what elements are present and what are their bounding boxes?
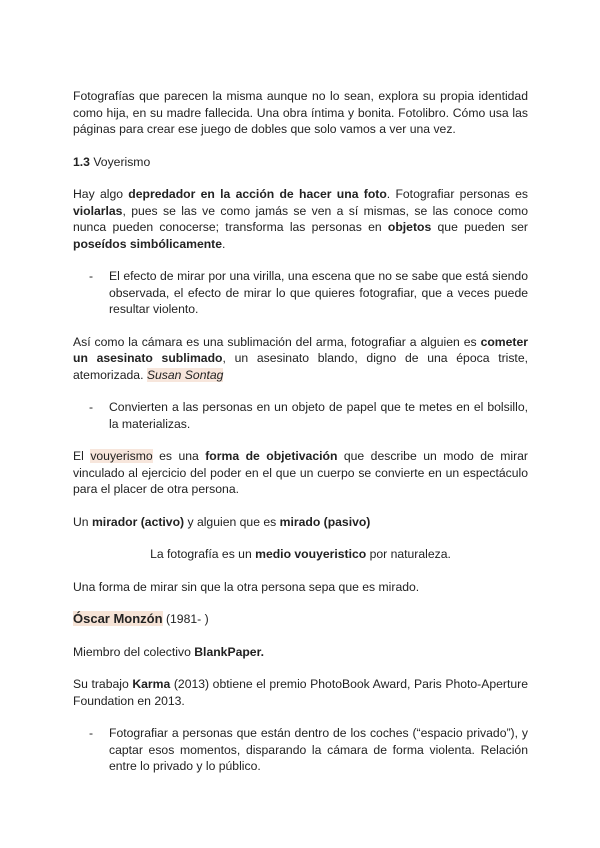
text-run: Así como la cámara es una sublimación del arma, fotografiar a alguien es — [73, 334, 481, 349]
paragraph-colectivo — [73, 644, 528, 661]
text-run: que describe un modo de mirar vinculado al ejercicio del poder en el que un cuerpo se convierte en un espectáculo para el placer de otra persona. — [73, 449, 528, 496]
bold-run: violarlas — [73, 203, 123, 218]
text-run: El — [73, 449, 91, 463]
bullet-dash: - — [89, 269, 94, 283]
bold-run: medio vouyeristico — [255, 547, 367, 561]
text-run: . Fotografiar personas es — [386, 187, 528, 201]
bold-run: forma de objetivación — [205, 449, 338, 463]
bold-run: mirador (activo) — [91, 514, 185, 529]
text-run: Miembro del colectivo — [73, 644, 195, 659]
text-run: que pueden ser — [431, 220, 528, 234]
text-run: , un asesinato blando, digno de una época triste, atemorizada. — [73, 351, 528, 382]
text-run: es una — [152, 449, 206, 463]
text-run: (2013) obtiene el premio PhotoBook Award, Paris Photo-Aperture Foundation en 2013. — [73, 677, 528, 708]
bullet-dash: - — [89, 400, 94, 414]
bullet-text: El efecto de mirar por una virilla, una escena que no se sabe que está siendo observada, el efecto de mirar lo que quieres fotografiar, que a veces puede resultar violento. — [109, 269, 528, 316]
section-heading — [73, 154, 528, 171]
bold-run: poseídos simbólicamente — [73, 236, 222, 251]
paragraph-vouyerismo — [73, 448, 528, 498]
bold-run: objetos — [387, 220, 432, 234]
artist-name: Óscar Monzón — [73, 611, 163, 626]
bold-run: BlankPaper. — [194, 644, 265, 659]
document-page — [73, 88, 528, 775]
section-number: 1.3 — [73, 154, 90, 169]
paragraph-mirar: Una forma de mirar sin que la otra persona sepa que es mirado. — [73, 579, 420, 594]
paragraph-depredador — [73, 186, 528, 252]
text-run: Hay algo — [73, 187, 129, 201]
bold-run: depredador en la acción de hacer una foto — [128, 187, 387, 201]
text-run: Un — [73, 514, 92, 529]
centered-statement — [73, 546, 528, 563]
bold-run: cometer un asesinato sublimado — [73, 334, 528, 365]
bullet-text: Fotografiar a personas que están dentro de los coches (“espacio privado”), y captar esos momentos, disparando la cámara de forma violenta. Relación entre lo privado y lo público. — [109, 726, 528, 773]
paragraph-mirador — [73, 514, 528, 531]
artist-heading — [73, 611, 528, 628]
text-run: y alguien que es — [184, 514, 280, 529]
bullet-item — [73, 399, 528, 432]
bullet-text: Convierten a las personas en un objeto de papel que te metes en el bolsillo, la materializas. — [109, 400, 528, 431]
bullet-dash: - — [89, 726, 94, 740]
text-run: La fotografía es un — [150, 547, 256, 561]
bold-run: mirado (pasivo) — [279, 514, 371, 529]
section-title: Voyerismo — [89, 154, 151, 169]
text-run: , pues se las ve como jamás se ven a sí mismas, se las conoce como nunca pueden conocerse; transforma las personas en — [73, 203, 528, 234]
text-run: . — [222, 236, 226, 251]
paragraph-karma — [73, 676, 528, 709]
text-run: por naturaleza. — [366, 547, 451, 561]
artist-dates: (1981- ) — [162, 612, 209, 626]
highlighted-term: vouyerismo — [90, 449, 153, 463]
intro-paragraph: Fotografías que parecen la misma aunque no lo sean, explora su propia identidad como hija, en su madre fallecida. Una obra íntima y bonita. Fotolibro. Cómo usa las páginas para crear ese juego de dobles que solo vamos a ver una vez. — [73, 89, 528, 136]
bullet-item — [73, 268, 528, 318]
paragraph-sontag — [73, 334, 528, 384]
author-citation: Susan Sontag — [146, 367, 224, 382]
bullet-item — [73, 725, 528, 775]
text-run: Su trabajo — [73, 677, 133, 691]
bold-run: Karma — [132, 677, 171, 691]
